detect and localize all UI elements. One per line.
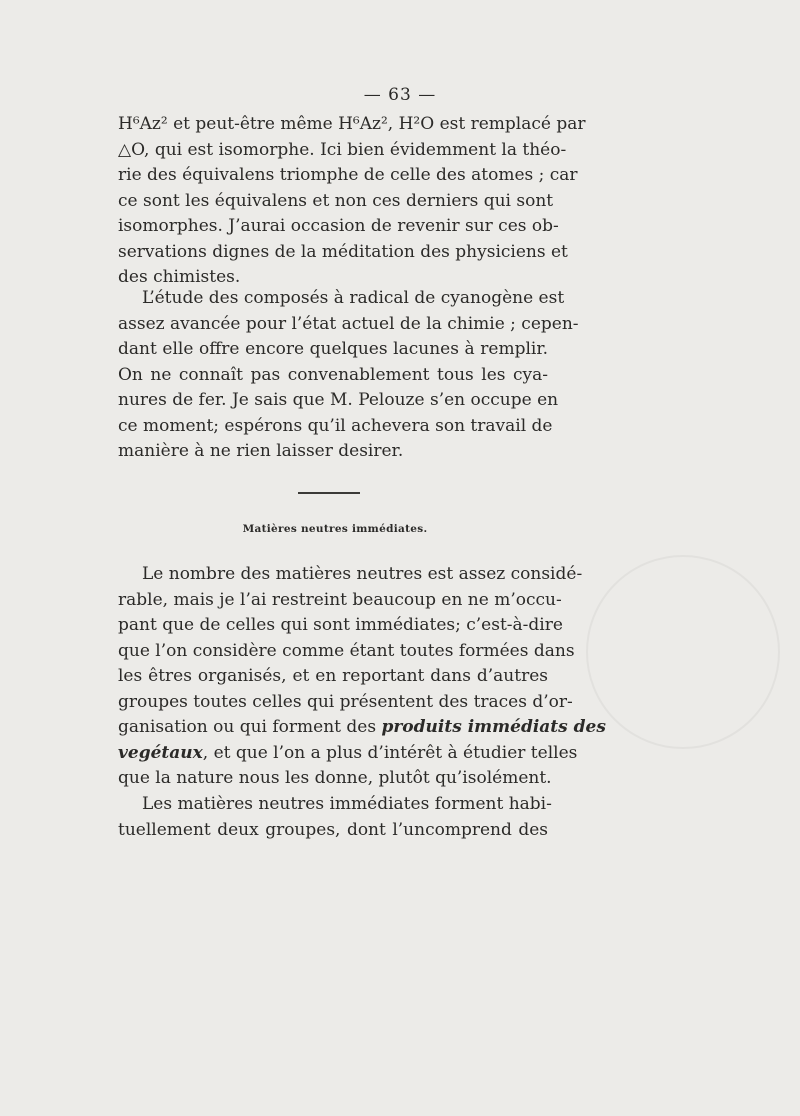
text-line: Les matières neutres immédiates forment habi- [142, 794, 552, 814]
text-line: dant elle offre encore quelques lacunes à remplir. [118, 339, 548, 359]
text-line: que l’on considère comme étant toutes formées dans [118, 640, 575, 661]
text-line: On ne connaît pas convenablement tous les cya- [118, 364, 548, 385]
text-line [118, 715, 606, 741]
text-line: H⁶Az² et peut-être même H⁶Az², H²O est remplacé par [118, 114, 586, 134]
paragraph-2 [118, 286, 579, 465]
italic-phrase: vegétaux [118, 742, 203, 763]
text-span: ganisation ou qui forment des [118, 717, 382, 737]
text-line: △O, qui est isomorphe. Ici bien évidemment la théo- [118, 139, 567, 160]
paragraph-3 [118, 562, 606, 792]
italic-phrase: produits immédiats des [381, 717, 606, 737]
text-line: assez avancée pour l’état actuel de la chimie ; cepen- [118, 313, 579, 334]
text-line: groupes toutes celles qui présentent des traces d’or- [118, 691, 573, 712]
section-divider [298, 492, 360, 494]
text-line: nures de fer. Je sais que M. Pelouze s’en occupe en [118, 390, 559, 410]
text-line: tuellement deux groupes, dont l’uncomprend des [118, 819, 548, 840]
text-line [118, 741, 578, 767]
paragraph-1 [118, 112, 586, 291]
text-line: des chimistes. [118, 267, 241, 287]
text-line: rie des équivalens triomphe de celle des atomes ; car [118, 165, 578, 185]
text-line: que la nature nous les donne, plutôt qu’isolément. [118, 768, 552, 788]
text-line: manière à ne rien laisser desirer. [118, 441, 404, 461]
text-line: Le nombre des matières neutres est assez considé- [142, 564, 583, 584]
text-line: ce moment; espérons qu’il achevera son travail de [118, 415, 553, 436]
text-span: , et que l’on a plus d’intérêt à étudier telles [202, 742, 578, 763]
text-line: ce sont les équivalens et non ces derniers qui sont [118, 190, 554, 211]
text-line: isomorphes. J’aurai occasion de revenir sur ces ob- [118, 216, 559, 236]
stamp-bleed-through [586, 555, 780, 749]
paragraph-4 [118, 792, 552, 843]
text-line: servations dignes de la méditation des physiciens et [118, 241, 568, 262]
page-number: — 63 — [363, 85, 437, 105]
text-line: L’étude des composés à radical de cyanogène est [142, 288, 565, 308]
text-line: les êtres organisés, et en reportant dans d’autres [118, 666, 548, 686]
text-line: pant que de celles qui sont immédiates; c’est-à-dire [118, 615, 563, 635]
text-line: rable, mais je l’ai restreint beaucoup en ne m’occu- [118, 589, 562, 610]
section-heading: Matières neutres immédiates. [242, 523, 428, 535]
